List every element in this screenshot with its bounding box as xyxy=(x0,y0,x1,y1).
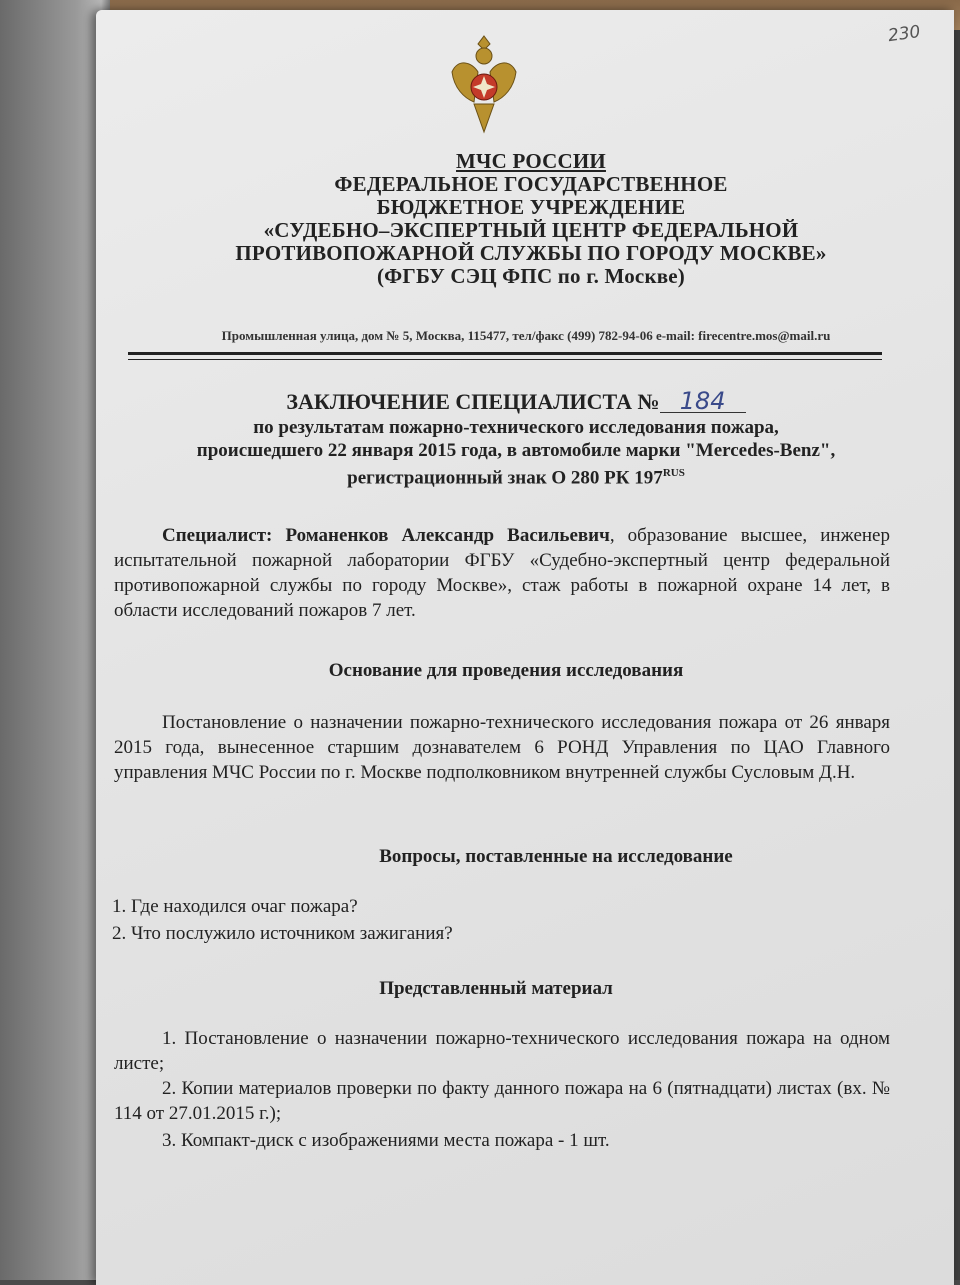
ministry-name: МЧС РОССИИ xyxy=(456,149,606,173)
material-item: 3. Компакт-диск с изображениями места пожара - 1 шт. xyxy=(162,1130,610,1151)
binder-spine xyxy=(0,0,110,1280)
document-title xyxy=(116,388,916,489)
document-page xyxy=(96,10,954,1285)
specialist-text: , образование высшее, инженер испытательной пожарной лаборатории ФГБУ «Судебно-экспертный центр федеральной противопожарной службы по городу Москве», стаж работы в пожарной охране 14 лет, в области исследований пожаров 7 лет. xyxy=(114,525,890,621)
title-main: ЗАКЛЮЧЕНИЕ СПЕЦИАЛИСТА № xyxy=(286,389,660,414)
header-line: ФЕДЕРАЛЬНОЕ ГОСУДАРСТВЕННОЕ xyxy=(334,172,728,196)
question-item: 2. Что послужило источником зажигания? xyxy=(112,923,453,944)
specialist-label: Специалист: Романенков Александр Васильевич xyxy=(162,525,610,546)
header-line: (ФГБУ СЭЦ ФПС по г. Москве) xyxy=(376,264,685,288)
organization-header xyxy=(136,150,926,288)
organization-address: Промышленная улица, дом № 5, Москва, 115477, тел/факс (499) 782-94-06 e-mail: firecentre.mos@mail.ru xyxy=(221,328,831,343)
header-line: «СУДЕБНО–ЭКСПЕРТНЫЙ ЦЕНТР ФЕДЕРАЛЬНОЙ xyxy=(263,218,799,242)
title-line: происшедшего 22 января 2015 года, в автомобиле марки "Mercedes-Benz", xyxy=(196,440,836,461)
divider xyxy=(128,352,882,355)
header-line: БЮДЖЕТНОЕ УЧРЕЖДЕНИЕ xyxy=(376,195,686,219)
basis-paragraph: Постановление о назначении пожарно-технического исследования пожара от 26 января 2015 года, вынесенное старшим дознавателем 6 РОНД Управления по ЦАО Главного управления МЧС России по г. Москве подполковником внутренней службы Сусловым Д.Н. xyxy=(114,712,890,783)
title-line: по результатам пожарно-технического исследования пожара, xyxy=(253,417,779,438)
title-line: регистрационный знак О 280 РК 197 xyxy=(347,467,663,489)
conclusion-number: 184 xyxy=(660,390,746,413)
title-superscript: RUS xyxy=(662,467,685,479)
header-line: ПРОТИВОПОЖАРНОЙ СЛУЖБЫ ПО ГОРОДУ МОСКВЕ» xyxy=(235,241,827,265)
basis-heading: Основание для проведения исследования xyxy=(328,660,684,681)
specialist-paragraph xyxy=(114,523,890,623)
material-item: 1. Постановление о назначении пожарно-технического исследования пожара на одном листе; xyxy=(114,1028,890,1074)
questions-heading: Вопросы, поставленные на исследование xyxy=(379,846,733,867)
materials-heading: Представленный материал xyxy=(379,978,613,999)
question-item: 1. Где находился очаг пожара? xyxy=(112,896,358,917)
page-number: 230 xyxy=(886,21,922,47)
divider xyxy=(128,359,882,360)
material-item: 2. Копии материалов проверки по факту данного пожара на 6 (пятнадцати) листах (вх. № 114 от 27.01.2015 г.); xyxy=(114,1078,890,1124)
emchs-emblem-icon xyxy=(444,32,524,138)
